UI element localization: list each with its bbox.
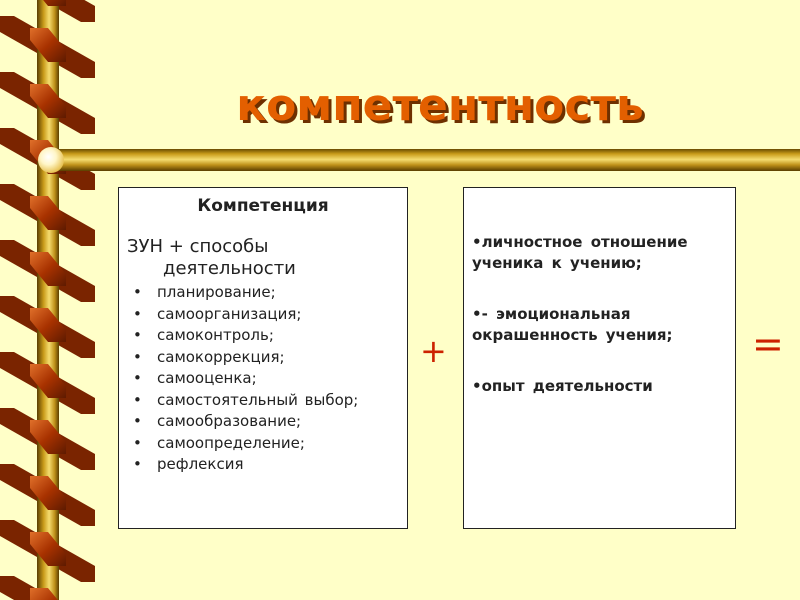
attitude-item: •- эмоциональная окрашенность учения; — [472, 305, 673, 344]
list-item-text: самоконтроль; — [157, 326, 274, 344]
ribbon-front — [30, 308, 66, 342]
list-item-text: самостоятельный выбор; — [157, 390, 359, 409]
list-item-text: рефлексия — [157, 455, 244, 473]
bullet-icon: • — [133, 455, 142, 473]
list-item — [127, 390, 399, 412]
list-item-text: самоопределение; — [157, 433, 305, 452]
ribbon-front — [30, 476, 66, 510]
ribbon-front — [30, 420, 66, 454]
zun-formula-line1: ЗУН + способы — [127, 236, 269, 257]
list-item — [127, 368, 399, 390]
list-item — [127, 433, 399, 455]
bullet-icon: • — [133, 304, 142, 323]
list-item — [127, 325, 399, 347]
list-item — [127, 411, 399, 433]
list-item — [127, 454, 399, 476]
list-item-text: самоорганизация; — [157, 304, 302, 323]
list-item-text: самооценка; — [157, 369, 257, 387]
attitude-item: •опыт деятельности — [472, 377, 653, 395]
list-item-text: планирование; — [157, 283, 276, 301]
horizontal-gold-bar — [48, 149, 800, 171]
bullet-icon: • — [133, 283, 142, 301]
zun-formula — [127, 236, 399, 280]
list-item-text: самокоррекция; — [157, 347, 285, 366]
list-item — [127, 347, 399, 369]
bar-knob — [38, 147, 64, 173]
bullet-icon: • — [133, 326, 142, 344]
bullet-icon: • — [133, 369, 142, 387]
list-item — [127, 282, 399, 304]
ribbon-front — [30, 0, 66, 6]
slide-title: компетентность — [236, 80, 644, 131]
equals-sign: = — [752, 322, 784, 366]
ribbon-front — [30, 252, 66, 286]
bullet-icon: • — [133, 347, 142, 366]
competence-heading: Компетенция — [197, 196, 329, 216]
ribbon-front — [30, 196, 66, 230]
ribbon-front — [30, 28, 66, 62]
bullet-icon: • — [133, 412, 142, 430]
list-item — [127, 304, 399, 326]
attitude-box — [463, 187, 736, 529]
attitude-item: •личностное отношение ученика к учению; — [472, 233, 688, 272]
ribbon-front — [30, 532, 66, 566]
list-item-text: самообразование; — [157, 412, 302, 430]
bullet-icon: • — [133, 433, 142, 452]
zun-formula-line2: деятельности — [163, 258, 296, 279]
ribbon-front — [30, 588, 66, 600]
bullet-icon: • — [133, 390, 142, 409]
skill-list — [127, 282, 399, 476]
plus-sign: + — [420, 332, 447, 370]
ribbon-front — [30, 364, 66, 398]
competence-box — [118, 187, 408, 529]
